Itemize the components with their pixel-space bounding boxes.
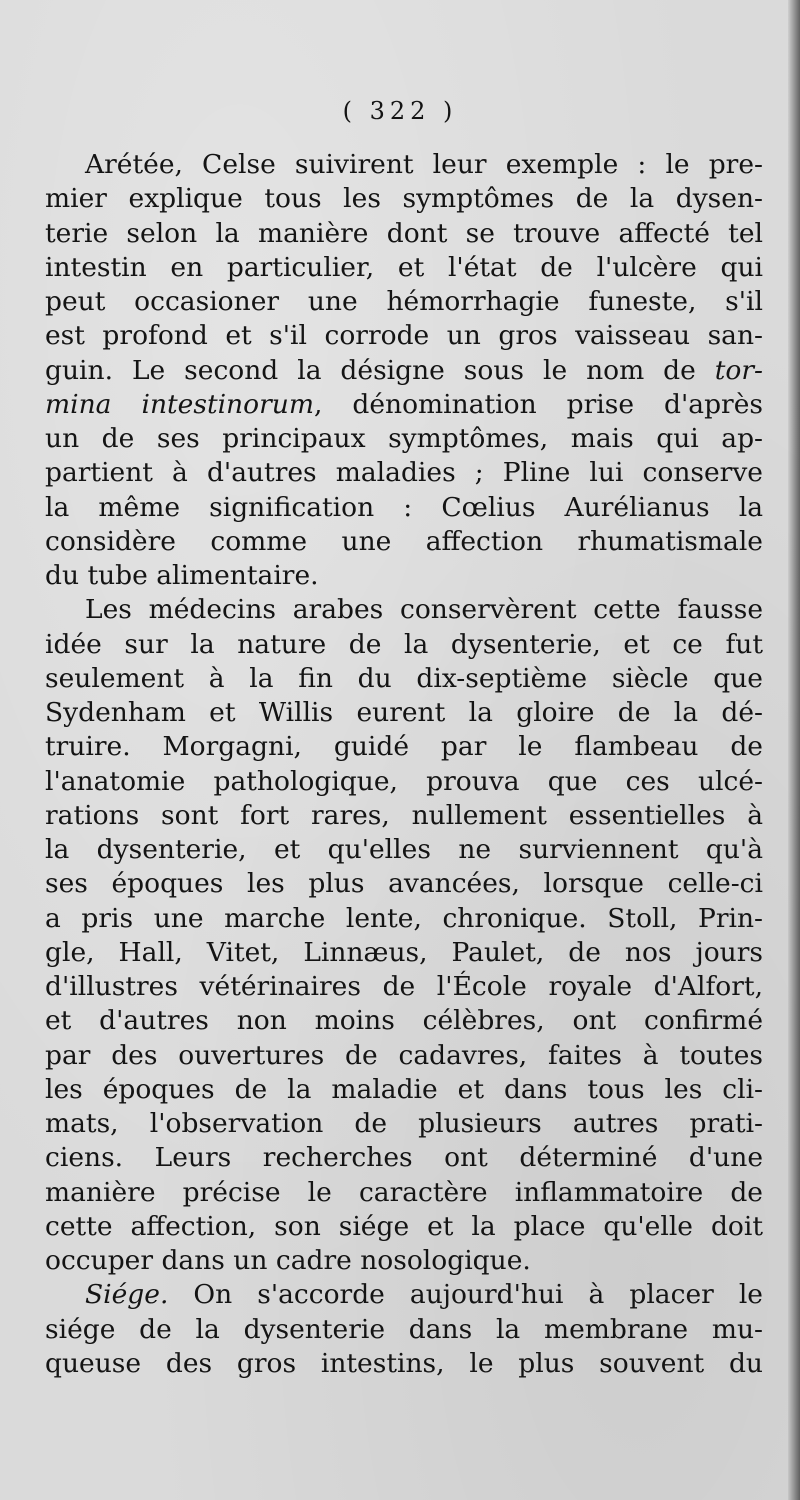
text-line: mats, l'observation de plusieurs autres prati- <box>45 1108 763 1139</box>
text-line-with-italic <box>45 1278 763 1312</box>
text-segment <box>45 355 763 386</box>
text-line: occuper dans un cadre nosologique. <box>45 1245 531 1276</box>
text-line-with-italic <box>45 388 763 422</box>
text-line: ciens. Leurs recherches ont déterminé d'une <box>45 1142 763 1174</box>
text-line: par des ouvertures de cadavres, faites à toutes <box>45 1039 763 1071</box>
text-line: partient à d'autres maladies ; Pline lui conserve <box>45 457 763 489</box>
page-edge-shadow <box>788 0 800 1500</box>
text-line: idée sur la nature de la dysenterie, et ce fut <box>45 628 763 660</box>
text-line: du tube alimentaire. <box>45 560 319 591</box>
section-lead-italic: Siége. <box>85 1279 169 1311</box>
body-text <box>45 148 763 1381</box>
text-line: la dysenterie, et qu'elles ne surviennent qu'à <box>45 834 763 865</box>
text-line: ses époques les plus avancées, lorsque celle-ci <box>45 868 763 900</box>
text-line: truire. Morgagni, guidé par le flambeau de <box>45 731 763 763</box>
text-line: cette affection, son siége et la place qu'elle doit <box>45 1210 763 1242</box>
text-line-with-italic <box>45 354 763 388</box>
page-number: ( 322 ) <box>342 97 458 125</box>
italic-term: mina intestinorum <box>45 388 314 420</box>
text-line: a pris une marche lente, chronique. Stoll, Prin- <box>45 902 763 934</box>
italic-term: tor- <box>714 354 763 386</box>
text-segment: guin. Le second la désigne sous le nom de <box>45 354 715 386</box>
text-line: les époques de la maladie et dans tous les cli- <box>45 1073 763 1105</box>
text-line: peut occasioner une hémorrhagie funeste, s'il <box>45 286 763 317</box>
text-line: Les médecins arabes conservèrent cette fausse <box>85 594 763 626</box>
text-line: intestin en particulier, et l'état de l'ulcère qui <box>45 251 763 283</box>
text-line: queuse des gros intestins, le plus souvent du <box>45 1347 763 1379</box>
text-line: et d'autres non moins célèbres, ont confirmé <box>45 1005 763 1037</box>
text-line: rations sont fort rares, nullement essentielles à <box>45 799 763 831</box>
text-line: est profond et s'il corrode un gros vaisseau san- <box>45 320 763 352</box>
text-line: siége de la dysenterie dans la membrane mu- <box>45 1313 763 1345</box>
text-line: seulement à la fin du dix-septième siècle que <box>45 662 763 694</box>
text-line: gle, Hall, Vitet, Linnæus, Paulet, de nos jours <box>45 936 763 968</box>
text-segment <box>45 389 763 420</box>
text-line: terie selon la manière dont se trouve affecté tel <box>45 217 763 249</box>
text-line: l'anatomie pathologique, prouva que ces ulcé- <box>45 765 763 797</box>
text-line: Arétée, Celse suivirent leur exemple : le pre- <box>85 149 763 180</box>
text-line: manière précise le caractère inflammatoire de <box>45 1176 763 1208</box>
text-line: d'illustres vétérinaires de l'École royale d'Alfort, <box>45 971 763 1002</box>
text-line: un de ses principaux symptômes, mais qui ap- <box>45 423 763 454</box>
text-line: la même signification : Cœlius Aurélianus la <box>45 491 763 523</box>
text-segment: On s'accorde aujourd'hui à placer le <box>168 1279 763 1311</box>
text-line: considère comme une affection rhumatismale <box>45 525 763 557</box>
text-segment: , dénomination prise d'après <box>313 388 763 420</box>
text-line: Sydenham et Willis eurent la gloire de la dé- <box>45 697 763 728</box>
text-line: mier explique tous les symptômes de la dysen- <box>45 183 763 215</box>
